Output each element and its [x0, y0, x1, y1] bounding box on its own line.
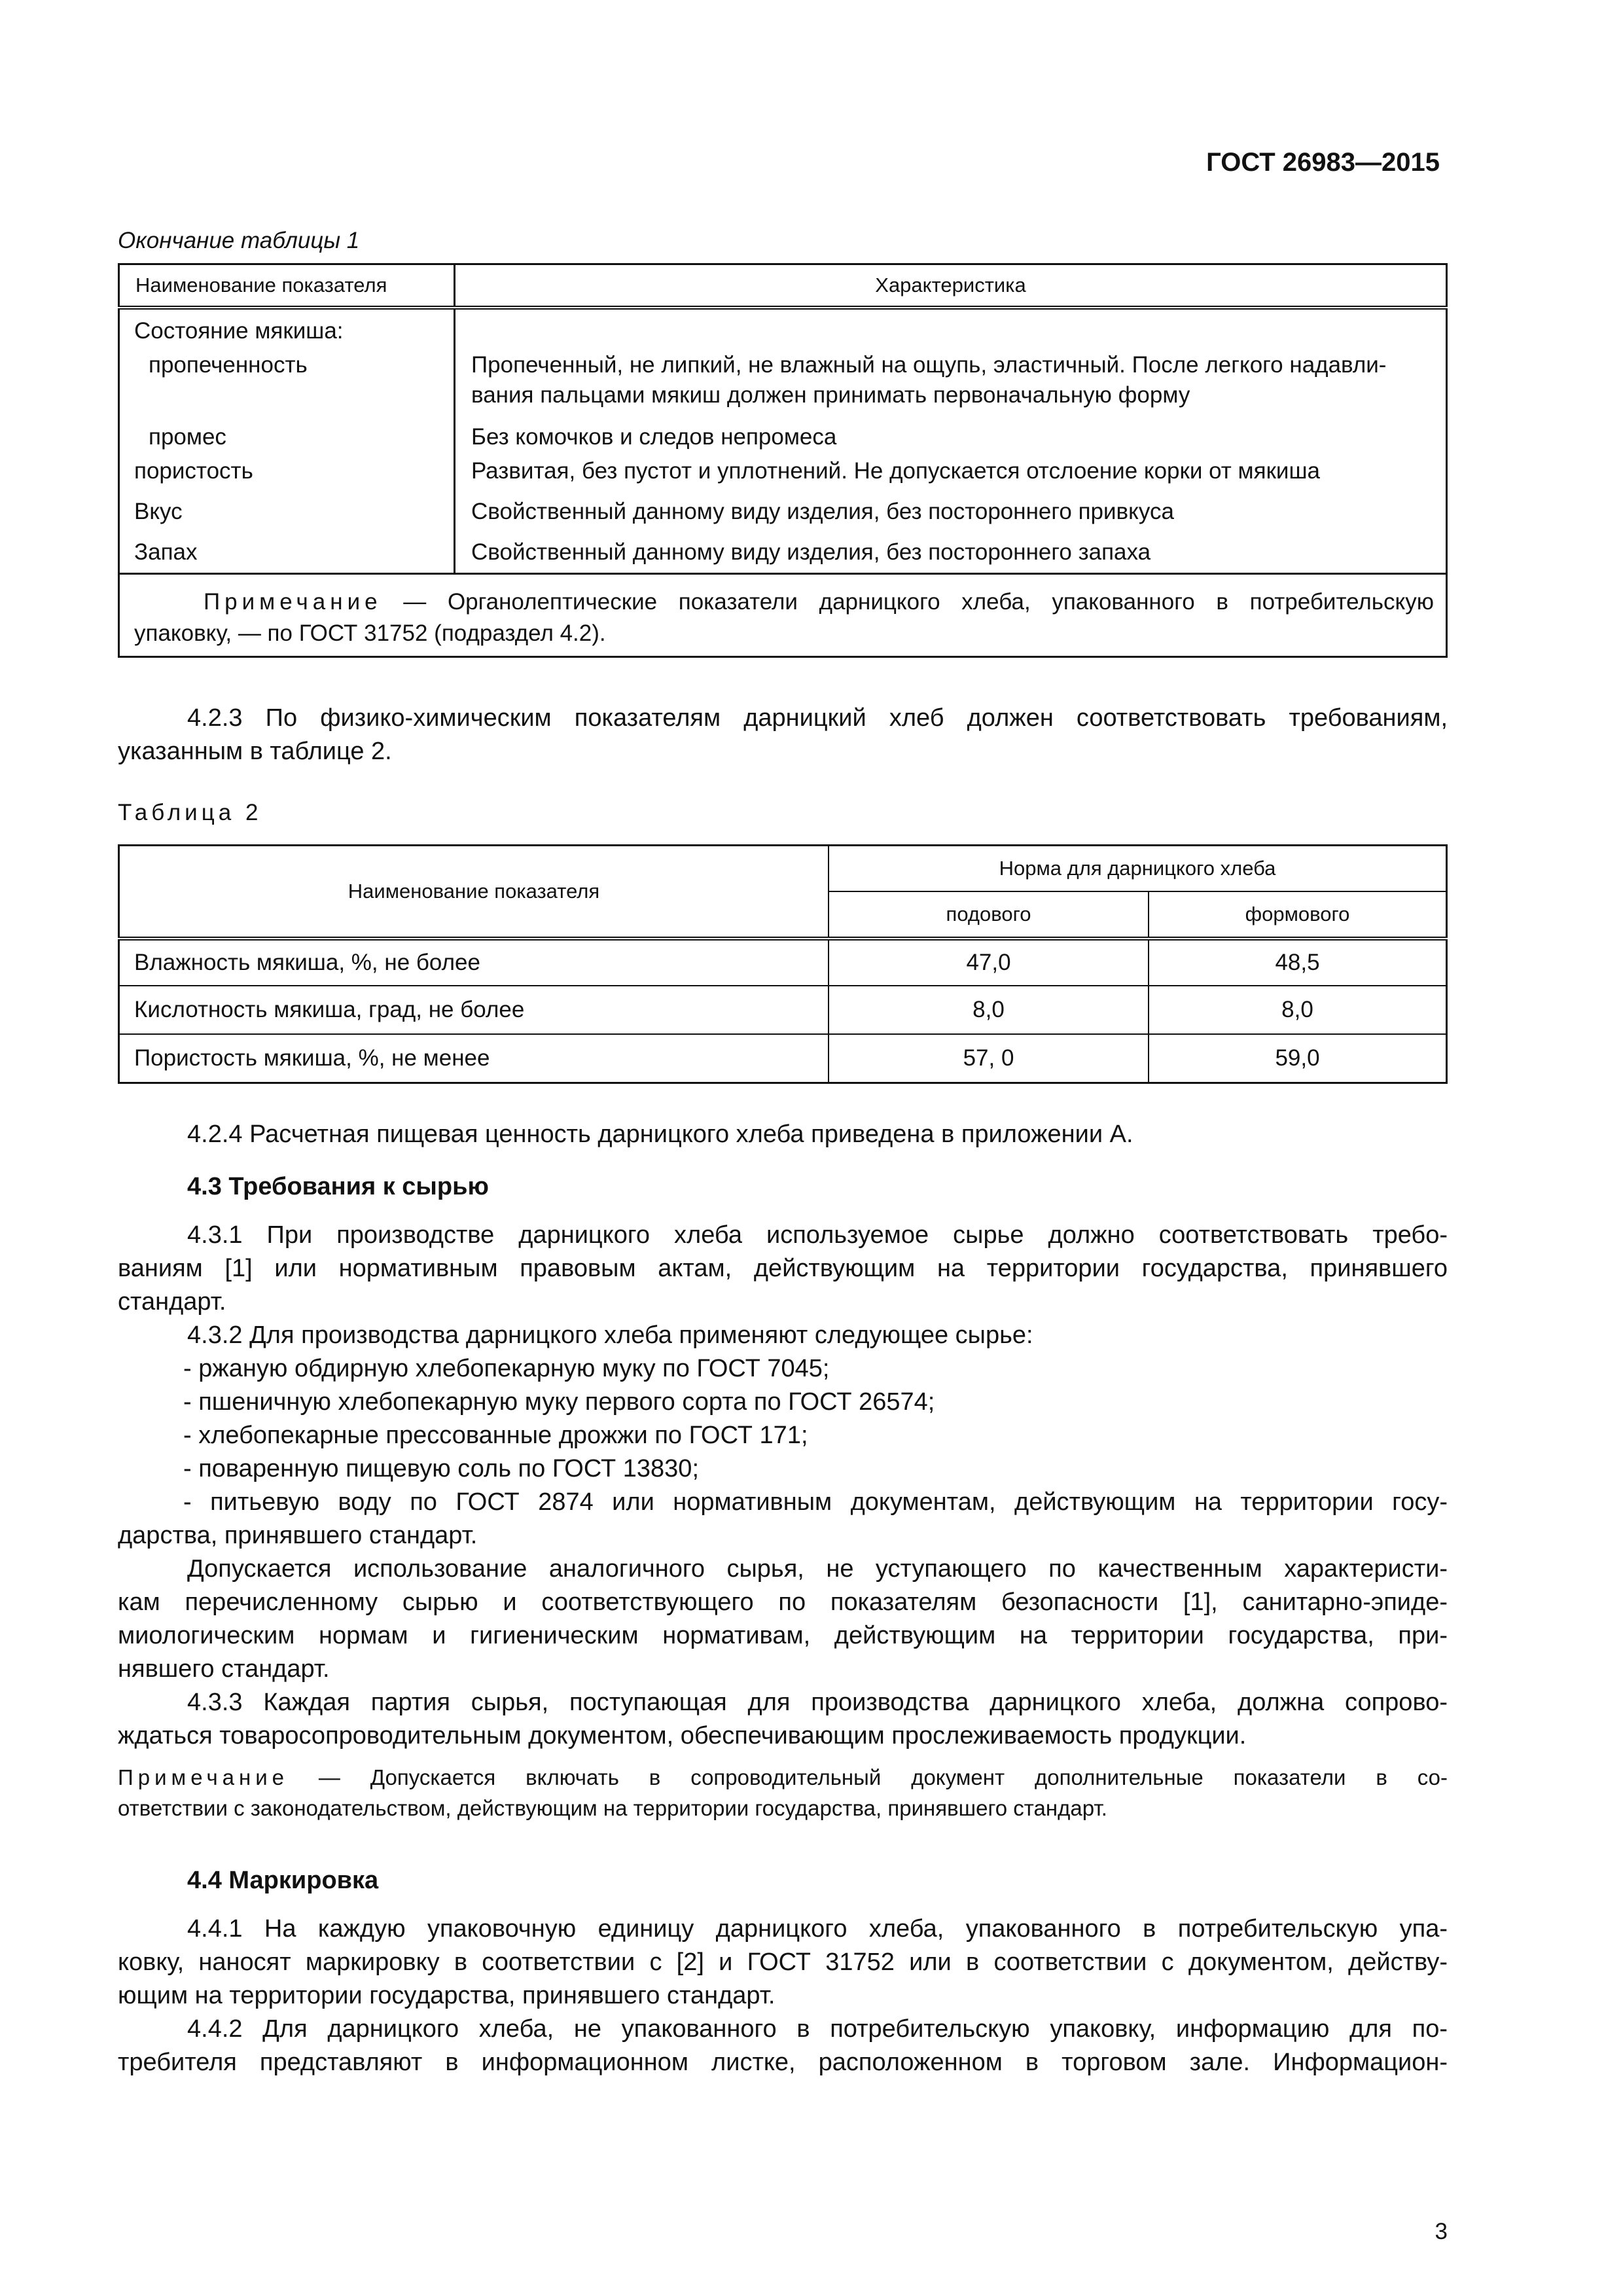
note-text: — Органолептические показатели дарницкого хлеба, упакованного в потребительскую [403, 589, 1434, 615]
table1-note-line [134, 586, 1434, 618]
paragraph-line: миологическим нормам и гигиеническим нормативам, действующим на территории государства, при- [118, 1622, 1448, 1649]
row-value: Свойственный данному виду изделия, без постороннего запаха [471, 539, 1151, 565]
row-name: Влажность мякиша, %, не более [119, 939, 829, 986]
table1-note [119, 574, 1447, 657]
row-name: пористость [119, 456, 455, 497]
row-value-formovogo: 59,0 [1149, 1034, 1447, 1083]
list-item: - ржаную обдирную хлебопекарную муку по ГОСТ 7045; [183, 1355, 830, 1382]
paragraph-line: требителя представляют в информационном листке, расположенном в торговом зале. Информацион- [118, 2049, 1448, 2076]
paragraph-line: ждаться товаросопроводительным документом, обеспечивающим прослеживаемость продукции. [118, 1722, 1247, 1749]
row-value: Без комочков и следов непромеса [471, 424, 837, 450]
paragraph-line: 4.4.2 Для дарницкого хлеба, не упакованного в потребительскую упаковку, информацию для по- [187, 2015, 1448, 2043]
note-label: Примечание [118, 1765, 289, 1789]
list-item-continuation: дарства, принявшего стандарт. [118, 1522, 478, 1549]
note-4-3-3 [118, 1762, 1448, 1823]
paragraph-line: нявшего стандарт. [118, 1655, 330, 1683]
row-name: Вкус [119, 497, 455, 537]
row-name: Пористость мякиша, %, не менее [119, 1034, 829, 1083]
paragraph-line: 4.2.4 Расчетная пищевая ценность дарницкого хлеба приведена в приложении А. [187, 1121, 1133, 1148]
paragraph-line: кам перечисленному сырью и соответствующего по показателям безопасности [1], санитарно-эпиде- [118, 1588, 1448, 1616]
table-row [119, 986, 1447, 1034]
table1-note-line: упаковку, — по ГОСТ 31752 (подраздел 4.2). [134, 620, 606, 646]
paragraph-4-4-2 [118, 2013, 1448, 2079]
table1-note-row [119, 574, 1447, 657]
list-item: - питьевую воду по ГОСТ 2874 или нормативным документам, действующим на территории госу- [183, 1488, 1448, 1516]
row-value: Развитая, без пустот и уплотнений. Не допускается отслоение корки от мякиша [471, 458, 1320, 484]
paragraph-line: стандарт. [118, 1288, 226, 1316]
row-value [455, 346, 1447, 414]
paragraph-line: указанным в таблице 2. [118, 738, 392, 765]
table-row [119, 456, 1447, 497]
note-label: Примечание [204, 589, 382, 615]
table-row [119, 346, 1447, 414]
row-name: Состояние мякиша: [119, 308, 455, 346]
paragraph-4-2-3 [118, 702, 1448, 768]
table1-caption: Окончание таблицы 1 [118, 228, 360, 253]
row-value-formovogo: 8,0 [1149, 986, 1447, 1034]
table2-header-row [119, 846, 1447, 892]
paragraph-line: 4.3.3 Каждая партия сырья, поступающая для производства дарницкого хлеба, должна сопрово- [187, 1689, 1448, 1716]
paragraph-line: ковку, наносят маркировку в соответствии с [2] и ГОСТ 31752 или в соответствии с документом, действу- [118, 1948, 1448, 1976]
row-value: Свойственный данному виду изделия, без постороннего привкуса [471, 499, 1174, 524]
table-row [119, 939, 1447, 986]
list-item: - пшеничную хлебопекарную муку первого сорта по ГОСТ 26574; [183, 1388, 935, 1416]
row-value-podovogo: 57, 0 [829, 1034, 1149, 1083]
table2-col-podovogo: подового [829, 891, 1149, 939]
table-row [119, 1034, 1447, 1083]
table-row [119, 414, 1447, 456]
paragraph-4-3-3 [118, 1686, 1448, 1753]
paragraph-line: ющим на территории государства, принявшего стандарт. [118, 1982, 776, 2009]
list-item: - хлебопекарные прессованные дрожжи по ГОСТ 171; [183, 1422, 808, 1449]
paragraph-line: 4.4.1 На каждую упаковочную единицу дарницкого хлеба, упакованного в потребительскую упа- [187, 1915, 1448, 1943]
paragraph-4-3-1 [118, 1219, 1448, 1319]
table1-col-characteristic: Характеристика [455, 264, 1447, 308]
table-row [119, 537, 1447, 574]
note-text: — Допускается включать в сопроводительный документ дополнительные показатели в со- [318, 1765, 1448, 1789]
table-row [119, 497, 1447, 537]
table-row [119, 308, 1447, 346]
row-name: пропеченность [119, 346, 455, 414]
paragraph-4-3-2 [118, 1319, 1448, 1552]
table2-col-group: Норма для дарницкого хлеба [829, 846, 1447, 892]
table2-col-formovogo: формового [1149, 891, 1447, 939]
table2-caption: Таблица 2 [118, 800, 262, 825]
paragraph-line: 4.2.3 По физико-химическим показателям дарницкий хлеб должен соответствовать требованиям, [187, 704, 1448, 732]
row-name: Кислотность мякиша, град, не более [119, 986, 829, 1034]
paragraph-4-2-4 [118, 1118, 1448, 1151]
paragraph-line: 4.3.1 При производстве дарницкого хлеба используемое сырье должно соответствовать требо- [187, 1221, 1448, 1249]
paragraph-line: ваниям [1] или нормативным правовым актам, действующим на территории государства, принявшего [118, 1255, 1448, 1282]
table1-header-row [119, 264, 1447, 308]
paragraph-line: Допускается использование аналогичного сырья, не уступающего по качественным характеристи- [187, 1555, 1448, 1583]
table2-col-name: Наименование показателя [119, 846, 829, 939]
paragraph-line: 4.3.2 Для производства дарницкого хлеба применяют следующее сырье: [187, 1321, 1033, 1349]
paragraph-allowed-substitutes [118, 1552, 1448, 1686]
row-name: Запах [119, 537, 455, 574]
note-line: ответствии с законодательством, действующим на территории государства, принявшего стандарт. [118, 1796, 1107, 1820]
row-value [455, 308, 1447, 346]
row-value-line: вания пальцами мякиш должен принимать первоначальную форму [471, 382, 1190, 408]
row-value-podovogo: 8,0 [829, 986, 1149, 1034]
section-heading-4-3: 4.3 Требования к сырью [187, 1173, 489, 1200]
section-heading-4-4: 4.4 Маркировка [187, 1867, 379, 1894]
table-2 [118, 844, 1448, 1084]
table-1 [118, 263, 1448, 658]
note-line [118, 1762, 1448, 1793]
page-number: 3 [1435, 2219, 1448, 2244]
row-value-line: Пропеченный, не липкий, не влажный на ощупь, эластичный. После легкого надавли- [471, 352, 1387, 378]
row-name: промес [119, 414, 455, 456]
table1-col-name: Наименование показателя [119, 264, 455, 308]
row-value-formovogo: 48,5 [1149, 939, 1447, 986]
standard-code: ГОСТ 26983—2015 [1206, 148, 1440, 177]
row-value-podovogo: 47,0 [829, 939, 1149, 986]
paragraph-4-4-1 [118, 1912, 1448, 2013]
list-item: - поваренную пищевую соль по ГОСТ 13830; [183, 1455, 699, 1482]
